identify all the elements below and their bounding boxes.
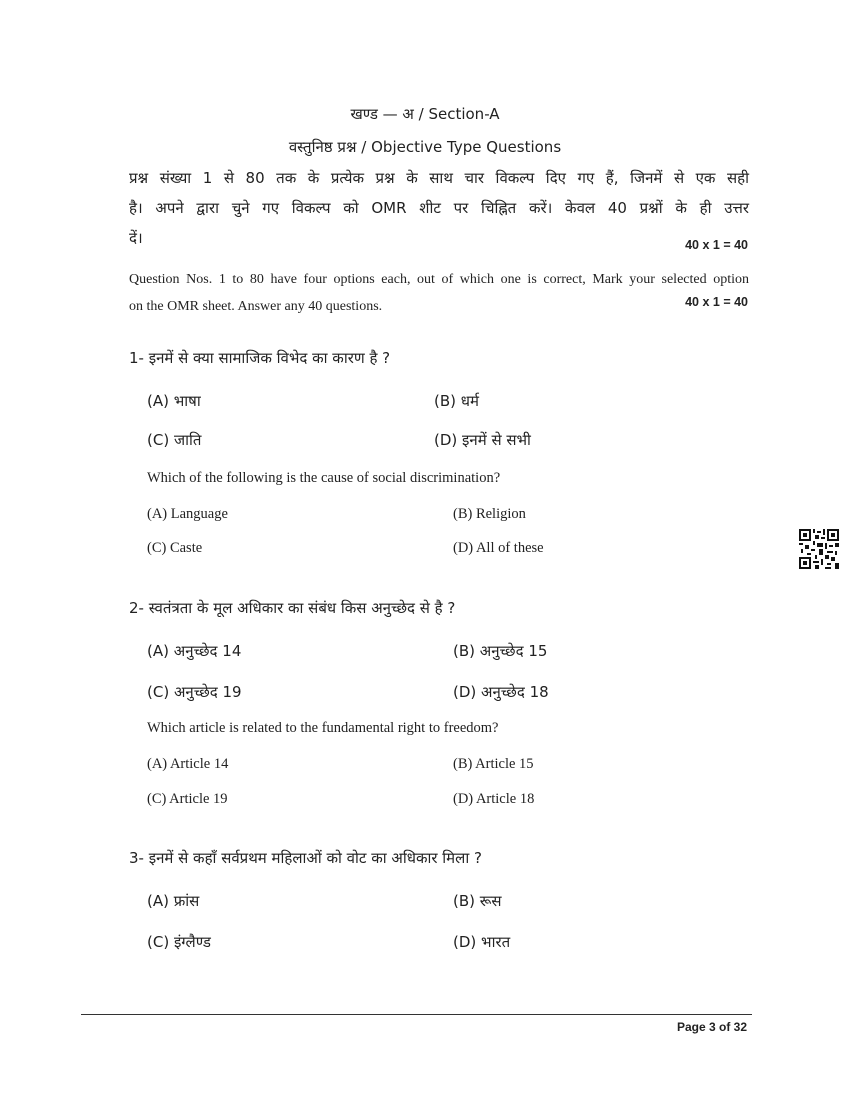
question-2-english: Which article is related to the fundamental right to freedom? — [147, 720, 499, 736]
q1-english-option-d: (D) All of these — [453, 540, 544, 556]
q1-hindi-option-a: (A) भाषा — [147, 392, 201, 410]
q2-hindi-option-a: (A) अनुच्छेद 14 — [147, 642, 242, 660]
q3-hindi-option-a: (A) फ्रांस — [147, 892, 200, 910]
q1-hindi-option-d: (D) इनमें से सभी — [434, 431, 531, 449]
q3-hindi-option-d: (D) भारत — [453, 933, 511, 951]
page-number: Page 3 of 32 — [676, 1020, 747, 1034]
q1-hindi-option-b: (B) धर्म — [434, 392, 479, 410]
instructions-hindi-line-3: दें। — [129, 229, 143, 247]
q1-english-option-b: (B) Religion — [453, 506, 526, 522]
question-type-heading: वस्तुनिष्ठ प्रश्न / Objective Type Questions — [288, 138, 562, 156]
section-heading: खण्ड — अ / Section-A — [350, 105, 500, 123]
q1-english-option-a: (A) Language — [147, 506, 228, 522]
q2-english-option-c: (C) Article 19 — [147, 791, 228, 807]
marks-hindi: 40 x 1 = 40 — [685, 238, 748, 252]
instructions-english-line-2: on the OMR sheet. Answer any 40 questions. — [129, 299, 383, 314]
q3-hindi-option-c: (C) इंग्लैण्ड — [147, 933, 211, 951]
q2-hindi-option-b: (B) अनुच्छेद 15 — [453, 642, 548, 660]
q3-hindi-option-b: (B) रूस — [453, 892, 502, 910]
instructions-hindi-line-2: है। अपने द्वारा चुने गए विकल्प को OMR शीट पर चिह्नित करें। केवल 40 प्रश्नों के ही उत्तर — [129, 199, 749, 217]
q2-hindi-option-c: (C) अनुच्छेद 19 — [147, 683, 242, 701]
q2-hindi-option-d: (D) अनुच्छेद 18 — [453, 683, 549, 701]
qr-code-icon — [799, 529, 839, 569]
question-3-hindi: 3- इनमें से कहाँ सर्वप्रथम महिलाओं को वोट का अधिकार मिला ? — [129, 849, 482, 867]
q1-hindi-option-c: (C) जाति — [147, 431, 202, 449]
question-1-hindi: 1- इनमें से क्या सामाजिक विभेद का कारण है ? — [129, 349, 391, 367]
instructions-english-line-1: Question Nos. 1 to 80 have four options each, out of which one is correct, Mark your selected option — [129, 272, 749, 287]
question-1-english: Which of the following is the cause of social discrimination? — [147, 470, 501, 486]
footer-divider — [81, 1014, 752, 1015]
q1-english-option-c: (C) Caste — [147, 540, 203, 556]
marks-english: 40 x 1 = 40 — [685, 295, 748, 309]
question-2-hindi: 2- स्वतंत्रता के मूल अधिकार का संबंध किस अनुच्छेद से है ? — [129, 599, 456, 617]
q2-english-option-d: (D) Article 18 — [453, 791, 535, 807]
instructions-hindi — [129, 163, 749, 253]
q2-english-option-a: (A) Article 14 — [147, 756, 229, 772]
instructions-hindi-line-1: प्रश्न संख्या 1 से 80 तक के प्रत्येक प्रश्न के साथ चार विकल्प दिए गए हैं, जिनमें से एक सही — [129, 169, 749, 187]
q2-english-option-b: (B) Article 15 — [453, 756, 534, 772]
instructions-english — [129, 266, 749, 320]
